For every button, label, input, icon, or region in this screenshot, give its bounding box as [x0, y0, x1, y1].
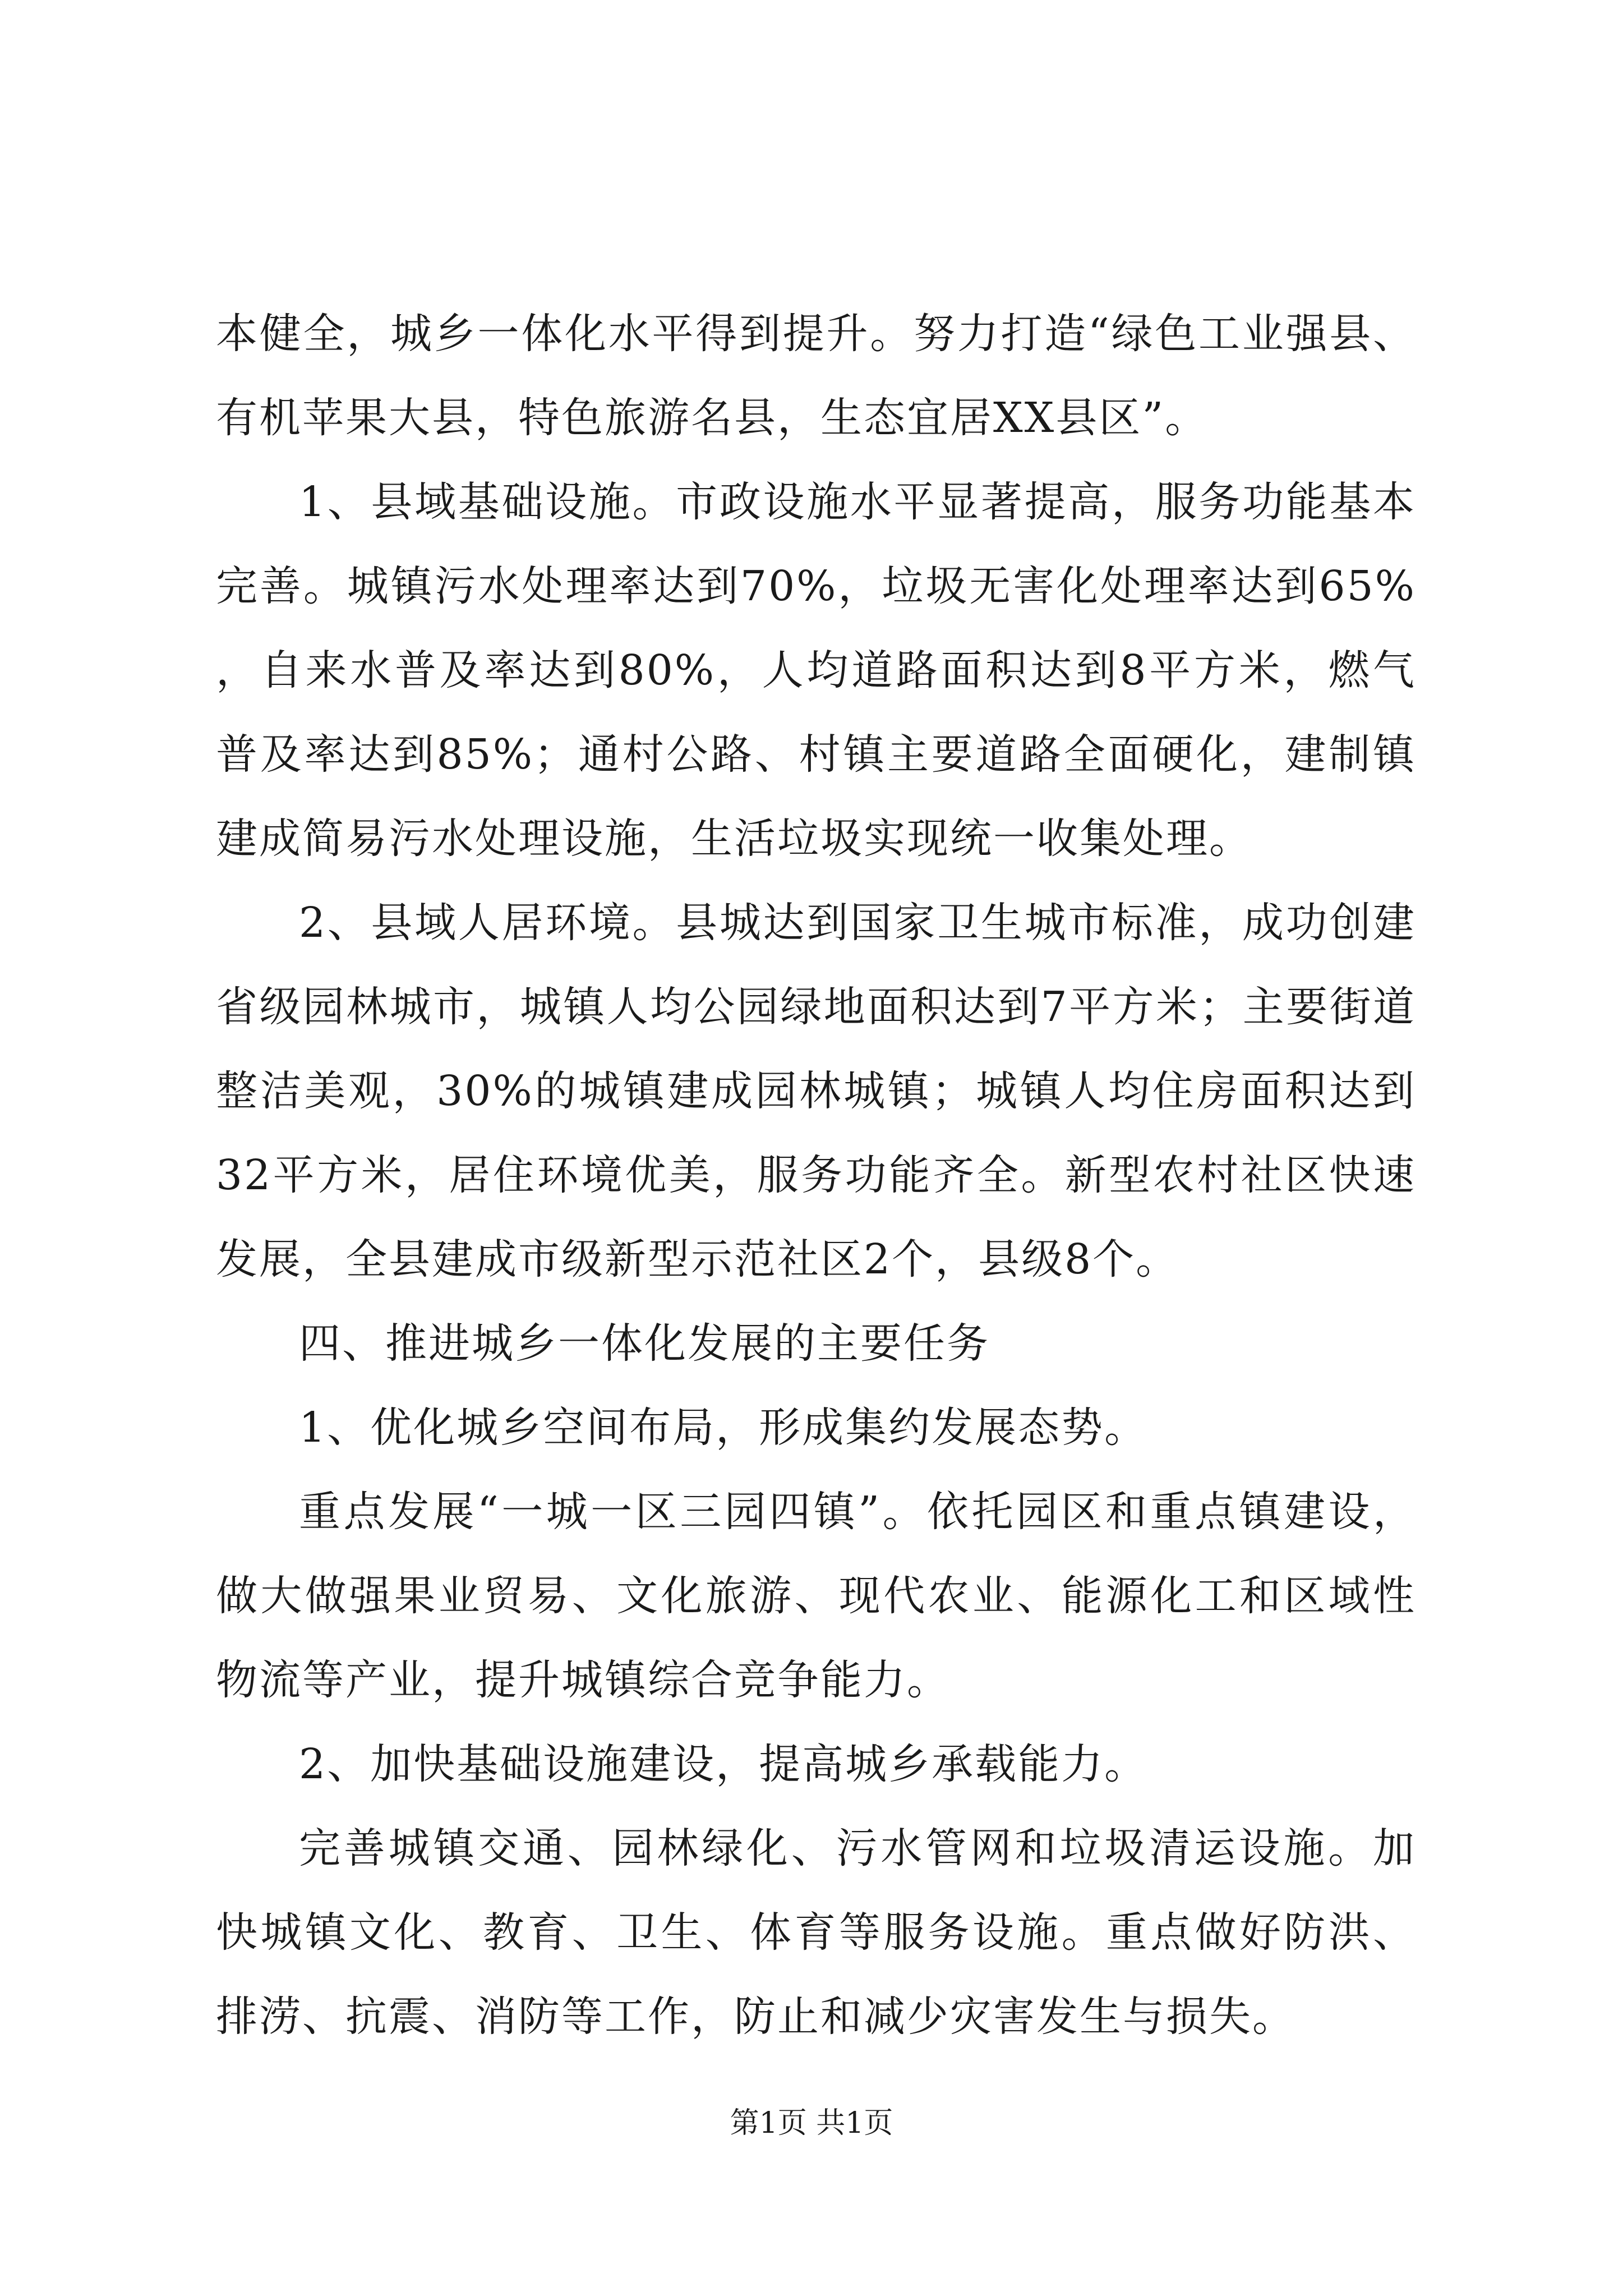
paragraph-key-development: 重点发展“一城一区三园四镇”。依托园区和重点镇建设，做大做强果业贸易、文化旅游、现代农业、能源化工和区域性物流等产业，提升城镇综合竞争能力。 [216, 1488, 1416, 1704]
section-heading-main-tasks: 四、推进城乡一体化发展的主要任务 [299, 1319, 990, 1368]
document-body [216, 292, 1416, 2059]
paragraph-infrastructure: 1、县域基础设施。市政设施水平显著提高，服务功能基本完善。城镇污水处理率达到70%，垃圾无害化处理率达到65%，自来水普及率达到80%，人均道路面积达到8平方米，燃气普及率达到85%；通村公路、村镇主要道路全面硬化，建制镇建成简易污水处理设施，生活垃圾实现统一收集处理。 [216, 478, 1416, 863]
subheading-infrastructure-construction: 2、加快基础设施建设，提高城乡承载能力。 [299, 1740, 1148, 1788]
subheading-optimize-layout: 1、优化城乡空间布局，形成集约发展态势。 [299, 1404, 1148, 1452]
page-number-footer: 第1页 共1页 [730, 2106, 893, 2140]
paragraph-living-environment: 2、县域人居环境。县城达到国家卫生城市标准，成功创建省级园林城市，城镇人均公园绿地面积达到7平方米；主要街道整洁美观，30%的城镇建成园林城镇；城镇人均住房面积达到32平方米，居住环境优美，服务功能齐全。新型农村社区快速发展，全县建成市级新型示范社区2个，县级8个。 [216, 899, 1416, 1283]
paragraph-facilities: 完善城镇交通、园林绿化、污水管网和垃圾清运设施。加快城镇文化、教育、卫生、体育等服务设施。重点做好防洪、排涝、抗震、消防等工作，防止和减少灾害发生与损失。 [216, 1824, 1416, 2041]
paragraph-continuation: 本健全，城乡一体化水平得到提升。努力打造“绿色工业强县、有机苹果大县，特色旅游名县，生态宜居XX县区”。 [216, 310, 1416, 442]
